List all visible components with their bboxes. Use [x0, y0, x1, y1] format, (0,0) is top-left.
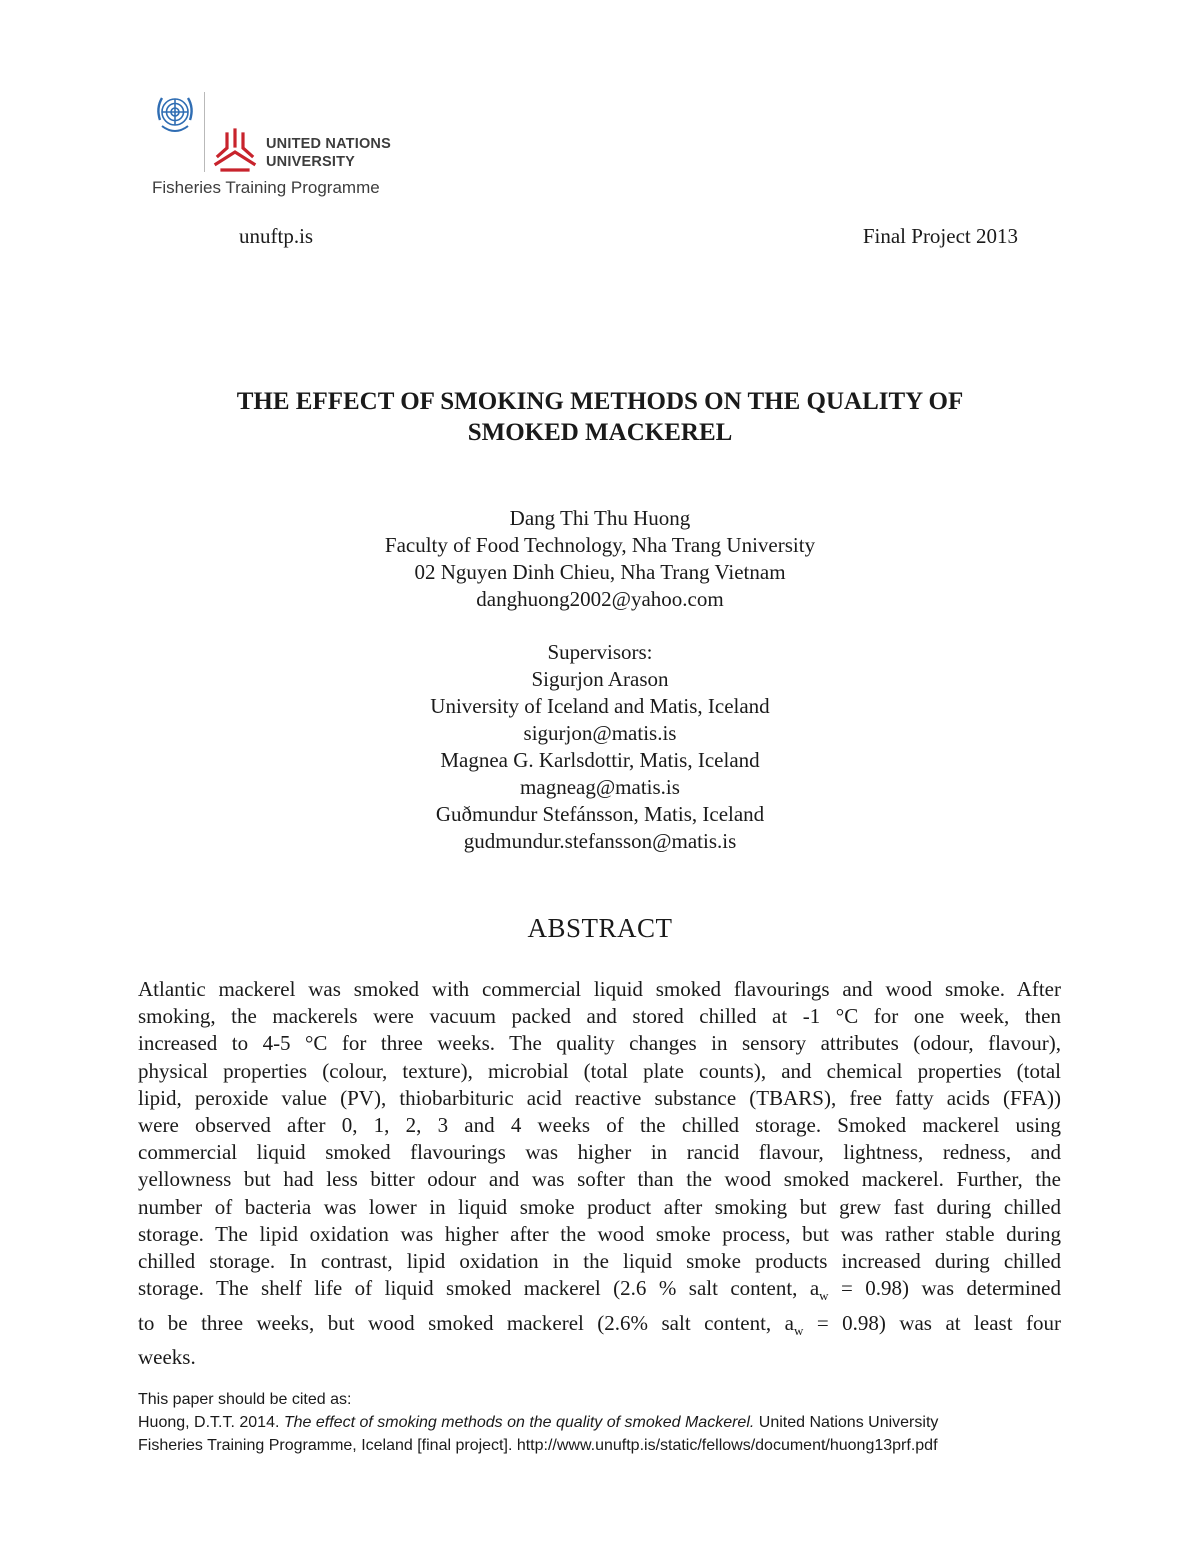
abstract-line-part: = 0.98) was at least four: [803, 1310, 1061, 1335]
supervisor-line: Sigurjon Arason: [531, 667, 669, 691]
title-line-1: THE EFFECT OF SMOKING METHODS ON THE QUALITY OF: [236, 388, 964, 415]
abstract-line: smoking, the mackerels were vacuum packed and stored chilled at -1 °C for one week, then: [138, 1004, 1061, 1029]
unu-line-1: UNITED NATIONS: [266, 136, 391, 152]
paper-title: [0, 386, 1200, 448]
abstract-line: commercial liquid smoked flavourings was higher in rancid flavour, lightness, redness, and: [138, 1140, 1061, 1165]
supervisor-line: Guðmundur Stefánsson, Matis, Iceland: [435, 802, 765, 826]
citation-line-2[interactable]: Fisheries Training Programme, Iceland [final project]. http://www.unuftp.is/static/fellows/document/huong13prf.pdf: [138, 1437, 938, 1454]
supervisor-line: University of Iceland and Matis, Iceland: [430, 694, 770, 718]
abstract-line: yellowness but had less bitter odour and was softer than the wood smoked mackerel. Further, the: [138, 1167, 1061, 1192]
author-name: Dang Thi Thu Huong: [509, 506, 691, 530]
abstract-line-part: to be three weeks, but wood smoked mackerel (2.6% salt content, a: [138, 1310, 794, 1335]
abstract-line-part: storage. The shelf life of liquid smoked mackerel (2.6 % salt content, a: [138, 1276, 820, 1301]
abstract-line-part: = 0.98) was determined: [828, 1276, 1061, 1301]
author-block: [0, 505, 1200, 613]
citation-publisher: United Nations University: [754, 1414, 939, 1431]
supervisor-line: sigurjon@matis.is: [523, 721, 677, 745]
author-email: danghuong2002@yahoo.com: [476, 587, 724, 611]
abstract-line: [138, 1275, 1061, 1309]
citation-authors: Huong, D.T.T. 2014.: [138, 1414, 284, 1431]
unu-triangle-icon: [212, 126, 258, 172]
abstract-line: weeks.: [138, 1345, 196, 1370]
abstract-line: Atlantic mackerel was smoked with commercial liquid smoked flavourings and wood smoke. After: [138, 977, 1061, 1001]
abstract-line: increased to 4-5 °C for three weeks. The quality changes in sensory attributes (odour, flavour),: [138, 1031, 1061, 1056]
abstract-line: storage. The lipid oxidation was higher after the wood smoke process, but was rather stable during: [138, 1221, 1061, 1246]
author-address: 02 Nguyen Dinh Chieu, Nha Trang Vietnam: [414, 560, 786, 584]
supervisor-line: magneag@matis.is: [520, 775, 680, 799]
title-line-2: SMOKED MACKEREL: [467, 419, 733, 446]
abstract-line: [138, 1310, 1061, 1344]
water-activity-subscript: w: [793, 1322, 804, 1338]
programme-name: Fisheries Training Programme: [152, 178, 380, 197]
header-website: unuftp.is: [239, 224, 314, 248]
citation-line-1: [138, 1411, 1068, 1434]
logo-divider: [204, 92, 205, 172]
citation-block: [138, 1388, 1068, 1457]
supervisor-line: gudmundur.stefansson@matis.is: [463, 829, 737, 853]
abstract-line: physical properties (colour, texture), microbial (total plate counts), and chemical properties (total: [138, 1058, 1061, 1083]
citation-title: The effect of smoking methods on the quality of smoked Mackerel.: [283, 1414, 755, 1431]
supervisors-block: [0, 639, 1200, 855]
supervisors-label: Supervisors:: [547, 640, 653, 664]
unu-wordmark: [266, 135, 391, 171]
abstract-line: chilled storage. In contrast, lipid oxidation in the liquid smoke products increased during chilled: [138, 1249, 1061, 1274]
supervisor-line: Magnea G. Karlsdottir, Matis, Iceland: [440, 748, 760, 772]
water-activity-subscript: w: [819, 1288, 829, 1304]
abstract-line: number of bacteria was lower in liquid smoke product after smoking but grew fast during chilled: [138, 1194, 1061, 1219]
citation-intro: This paper should be cited as:: [138, 1391, 352, 1408]
unu-ftp-logo: [148, 88, 418, 206]
header-project: Final Project 2013: [862, 224, 1018, 248]
abstract-line: lipid, peroxide value (PV), thiobarbituric acid reactive substance (TBARS), free fatty acids (FFA)): [138, 1085, 1061, 1110]
author-affiliation: Faculty of Food Technology, Nha Trang University: [384, 533, 816, 557]
abstract-line: were observed after 0, 1, 2, 3 and 4 weeks of the chilled storage. Smoked mackerel using: [138, 1113, 1061, 1138]
un-emblem-icon: [148, 90, 202, 140]
abstract-body: [138, 976, 1061, 1371]
abstract-heading: ABSTRACT: [527, 913, 673, 943]
unu-line-2: UNIVERSITY: [266, 154, 356, 170]
